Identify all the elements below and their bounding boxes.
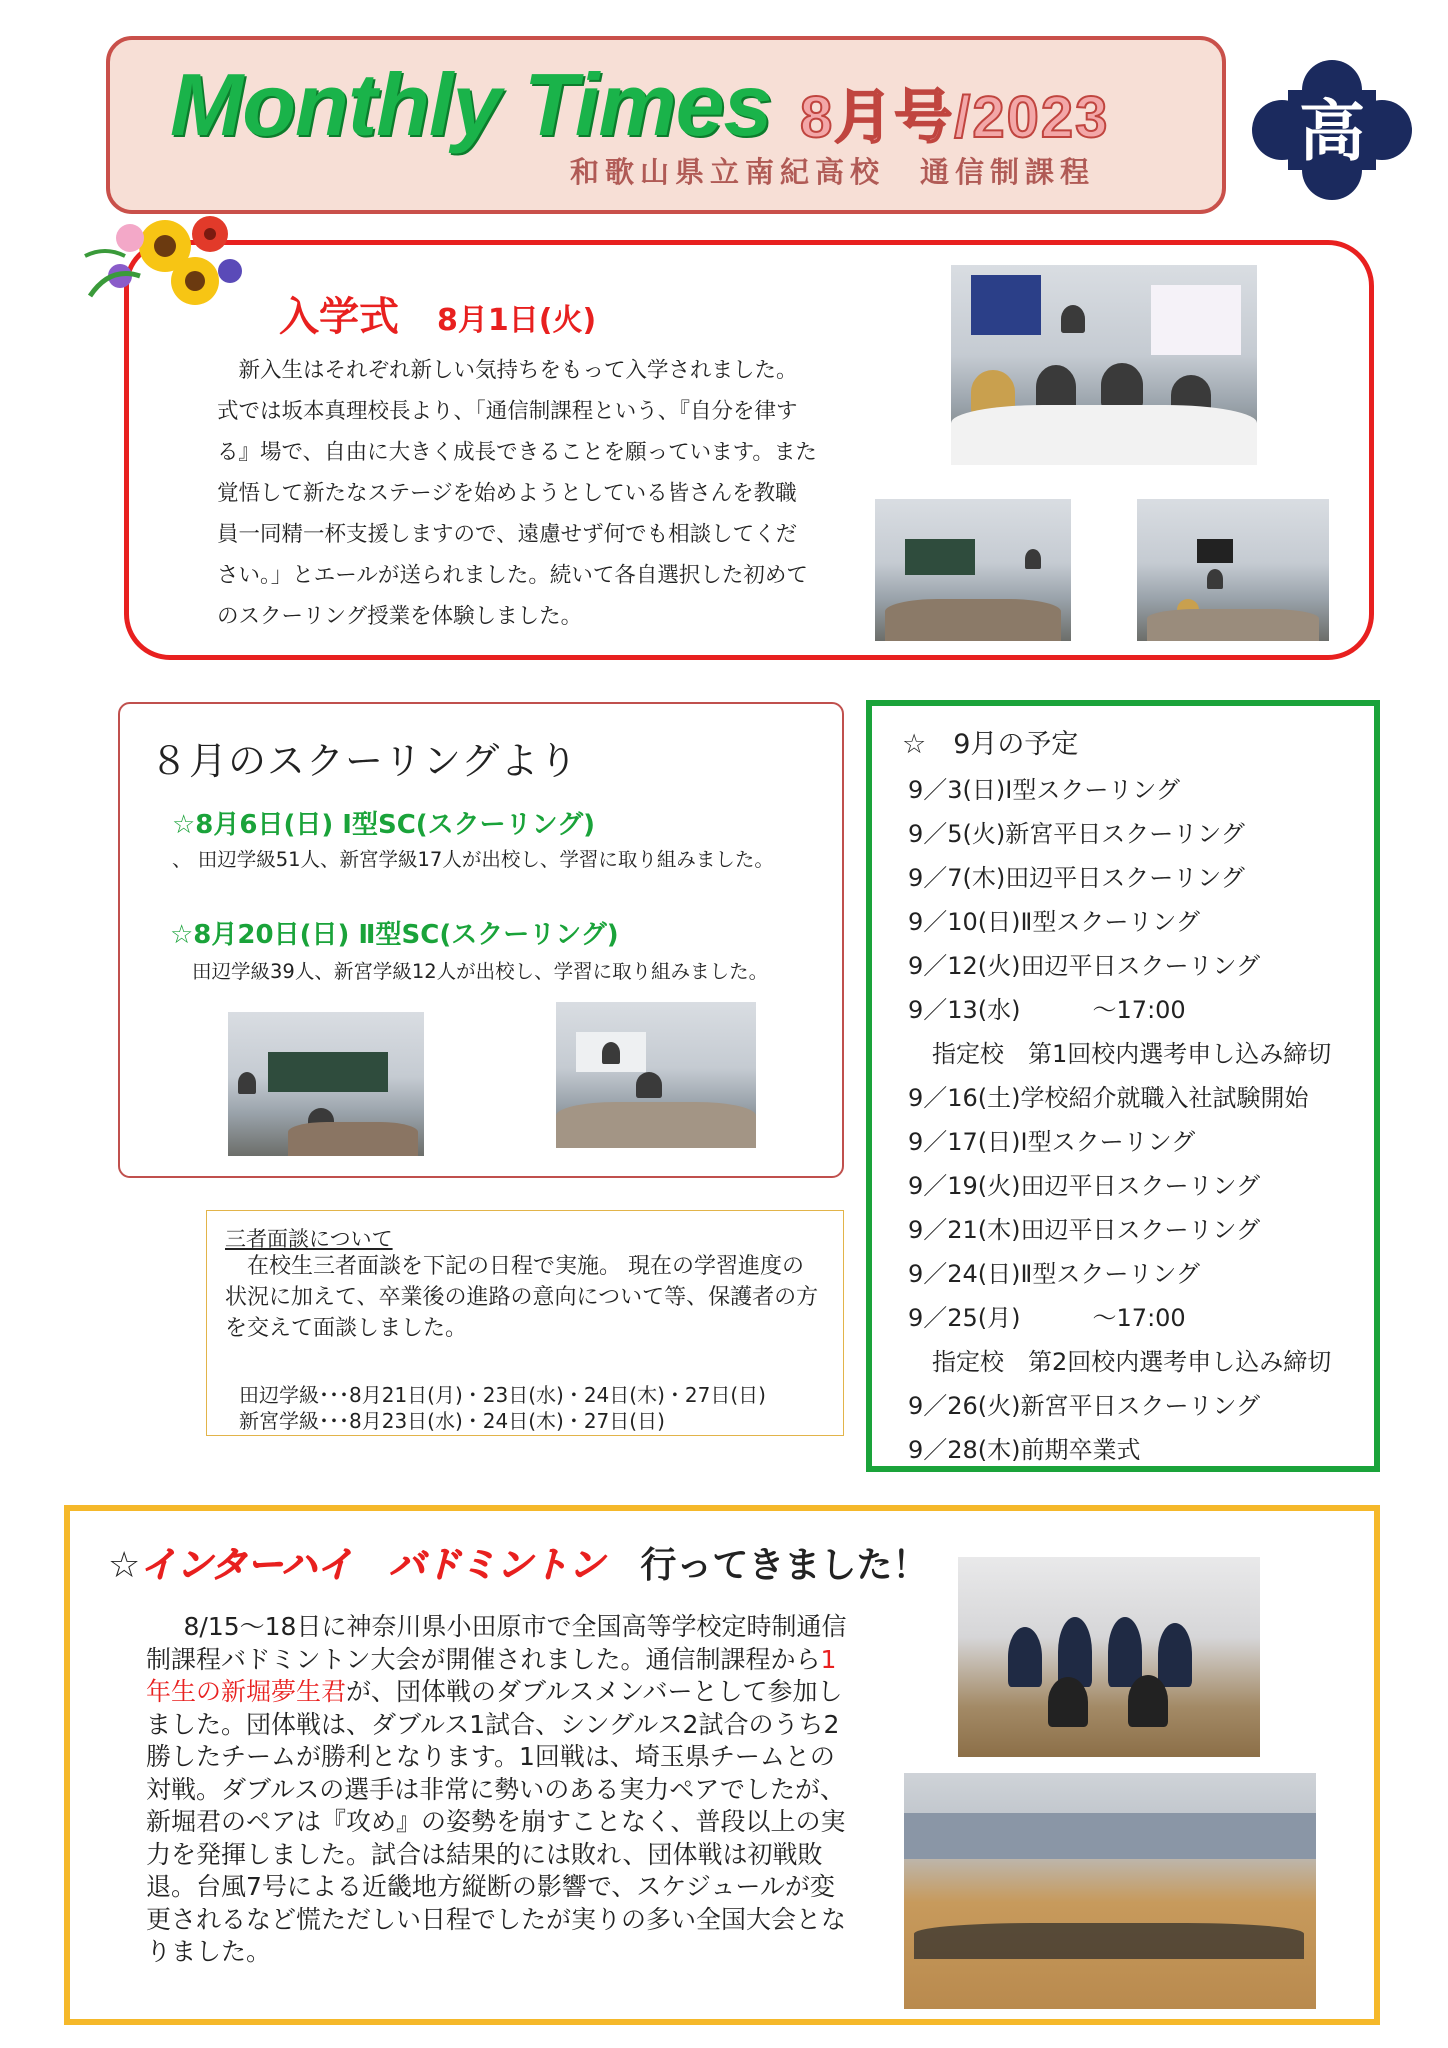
schedule-item: 9／26(火)新宮平日スクーリング — [908, 1392, 1261, 1420]
school-name: 和歌山県立南紀高校 通信制課程 — [570, 155, 1096, 189]
schedule-item: 9／28(木)前期卒業式 — [908, 1436, 1141, 1464]
schooling-session-2-heading: ☆8月20日(日) Ⅱ型SC(スクーリング) — [170, 920, 619, 950]
schedule-item: 指定校 第1回校内選考申し込み締切 — [908, 1040, 1332, 1068]
entrance-date: 8月1日(火) — [437, 303, 597, 338]
schedule-item: 9／3(日)Ⅰ型スクーリング — [908, 776, 1180, 804]
schooling-session-1-heading: ☆8月6日(日) Ⅰ型SC(スクーリング) — [172, 810, 596, 840]
masthead — [106, 36, 1226, 214]
entrance-body: 新入生はそれぞれ新しい気持ちをもって入学されました。式では坂本真理校長より、「通信制課程という、『自分を律する』場で、自由に大きく成長できることを願っています。また覚悟して新たなステージを始めようとしている皆さんを教職員一同精一杯支援しますので、遠慮せず何でも相談してください。」とエールが送られました。続いて各自選択した初めてのスクーリング授業を体験しました。 — [217, 358, 817, 629]
entrance-ceremony-section — [124, 240, 1374, 660]
title-event: インターハイ バドミントン — [140, 1545, 605, 1586]
title-star: ☆ — [108, 1545, 141, 1586]
newsletter-title: Monthly Times — [170, 55, 772, 154]
classroom-photo-2 — [1137, 499, 1329, 641]
body-part-1: 8/15～18日に神奈川県小田原市で全国高等学校定時制通信制課程バドミントン大会が開催されました。通信制課程から — [146, 1612, 847, 1674]
team-photo — [958, 1557, 1260, 1757]
schooling-title: ８月のスクーリングより — [150, 739, 579, 783]
schedule-item: 9／19(火)田辺平日スクーリング — [908, 1172, 1261, 1200]
gym-photo — [904, 1773, 1316, 2009]
schooling-session-2-text: 田辺学級39人、新宮学級12人が出校し、学習に取り組みました。 — [192, 960, 769, 983]
entrance-title: 入学式 — [279, 294, 399, 340]
schedule-item: 9／13(水) ～17:00 — [908, 996, 1186, 1024]
september-schedule-section — [866, 700, 1380, 1472]
schooling-session-1-text: 、 田辺学級51人、新宮学級17人が出校し、学習に取り組みました。 — [172, 848, 774, 871]
interview-schedule-shingu: 新宮学級･･･8月23日(水)・24日(木)・27日(日) — [239, 1409, 665, 1433]
interview-title: 三者面談について — [225, 1227, 393, 1251]
schooling-photo-2 — [556, 1002, 756, 1148]
interview-notice-box — [206, 1210, 844, 1436]
school-emblem-icon — [1248, 60, 1416, 200]
interview-body: 在校生三者面談を下記の日程で実施。 現在の学習進度の状況に加えて、卒業後の進路の意向について等、保護者の方を交えて面談しました。 — [225, 1254, 819, 1341]
schedule-item: 9／10(日)Ⅱ型スクーリング — [908, 908, 1200, 936]
schedule-item: 9／17(日)Ⅰ型スクーリング — [908, 1128, 1196, 1156]
body-part-2: が、団体戦のダブルスメンバーとして参加しました。団体戦は、ダブルス1試合、シングルス2試合のうち2勝したチームが勝利となります。1回戦は、埼玉県チームとの対戦。ダブルスの選手は非常に勢いのある実力ペアでしたが、新堀君のペアは『攻め』の姿勢を崩すことなく、普段以上の実力を発揮しました。試合は結果的には敗れ、団体戦は初戦敗退。台風7号による近畿地方縦断の影響で、スケジュールが変更されるなど慌ただしい日程でしたが実りの多い全国大会となりました。 — [146, 1677, 847, 1966]
flower-decoration-icon — [70, 216, 260, 316]
schedule-item: 9／25(月) ～17:00 — [908, 1304, 1186, 1332]
schedule-item: 9／16(土)学校紹介就職入社試験開始 — [908, 1084, 1309, 1112]
issue-label: 8月号/2023 — [800, 85, 1110, 150]
interhigh-body — [146, 1611, 856, 1969]
ceremony-photo — [951, 265, 1257, 465]
interhigh-title — [108, 1537, 928, 1588]
schooling-photo-1 — [228, 1012, 424, 1156]
schedule-title: ☆ 9月の予定 — [902, 729, 1079, 760]
interview-schedule-tanabe: 田辺学級･･･8月21日(月)・23日(水)・24日(木)・27日(日) — [239, 1383, 766, 1407]
schedule-item: 9／24(日)Ⅱ型スクーリング — [908, 1260, 1200, 1288]
schedule-item: 9／7(木)田辺平日スクーリング — [908, 864, 1245, 892]
schedule-item: 指定校 第2回校内選考申し込み締切 — [908, 1348, 1332, 1376]
interhigh-badminton-section — [64, 1505, 1380, 2025]
body-highlight-student: 1年生の新堀夢生君 — [146, 1644, 837, 1706]
august-schooling-section — [118, 702, 844, 1178]
emblem-character: 高 — [1299, 92, 1365, 170]
title-rest: 行ってきました！ — [604, 1545, 929, 1586]
classroom-photo-1 — [875, 499, 1071, 641]
schedule-item: 9／5(火)新宮平日スクーリング — [908, 820, 1245, 848]
schedule-item: 9／12(火)田辺平日スクーリング — [908, 952, 1261, 980]
schedule-item: 9／21(木)田辺平日スクーリング — [908, 1216, 1261, 1244]
